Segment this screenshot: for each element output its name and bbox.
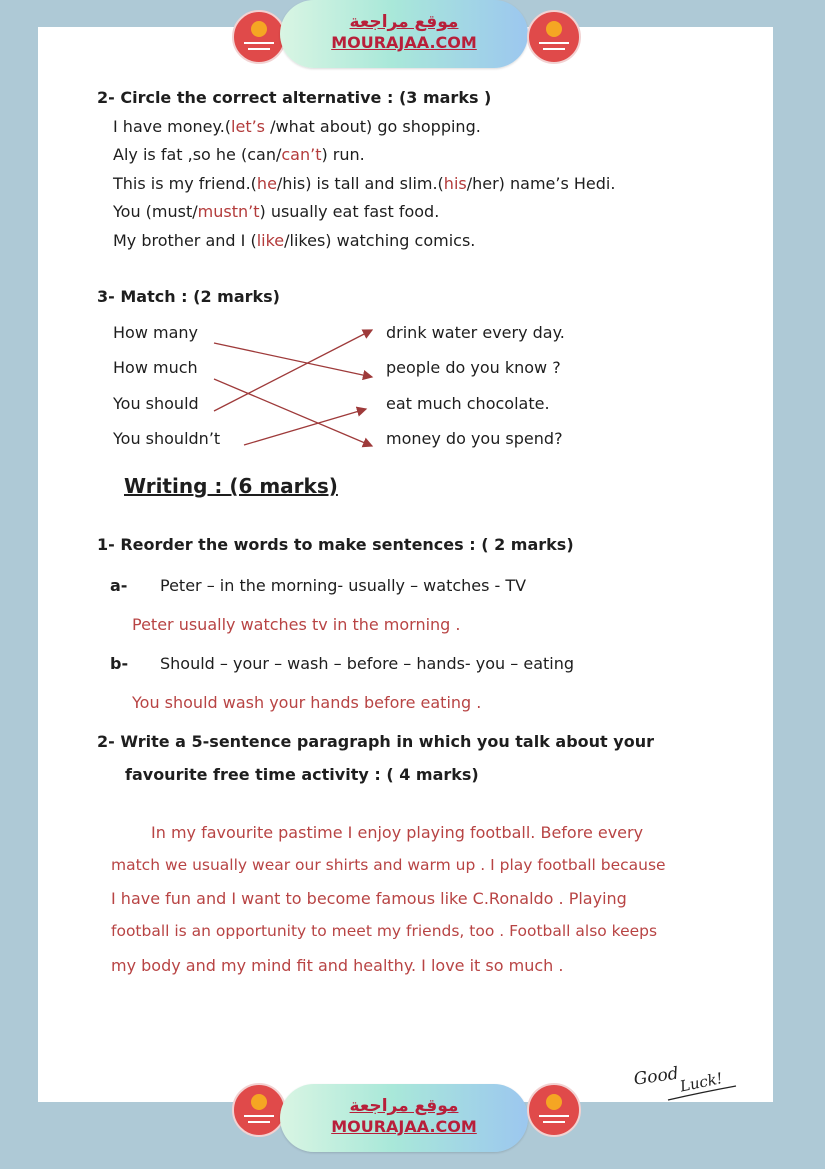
site-name-english: MOURAJAA.COM [331, 33, 477, 52]
logo-seal-bottom-right [527, 1083, 581, 1137]
match-left-4: You shouldn’t [113, 429, 221, 448]
sentence-text: ) usually eat fast food. [259, 202, 440, 221]
svg-text:Good: Good [632, 1063, 680, 1090]
match-right-4: money do you spend? [386, 429, 563, 448]
reorder-title: 1- Reorder the words to make sentences : ( 2 marks) [97, 535, 574, 554]
match-right-1: drink water every day. [386, 323, 565, 342]
arrow-how-many [214, 343, 372, 377]
arrow-you-should [214, 330, 372, 411]
sentence-text: /his) is tall and slim.( [276, 174, 444, 193]
sentence-text: I have money.( [113, 117, 232, 136]
match-right-2: people do you know ? [386, 358, 561, 377]
item-b-answer: You should wash your hands before eating . [132, 693, 482, 712]
chosen-answer: he [256, 174, 277, 193]
chosen-answer: let’s [231, 117, 266, 136]
site-banner-bottom[interactable] [280, 1084, 528, 1152]
svg-text:Luck!: Luck! [678, 1068, 725, 1096]
sentence-text: /her) name’s Hedi. [466, 174, 616, 193]
site-name-english-bottom: MOURAJAA.COM [331, 1117, 477, 1136]
section-circle-title: 2- Circle the correct alternative : (3 marks ) [97, 88, 492, 107]
item-a-words: Peter – in the morning- usually – watches - TV [160, 576, 527, 595]
item-a-label: a- [110, 576, 128, 595]
sentence-text: This is my friend.( [113, 174, 257, 193]
sentence-text: You (must/ [113, 202, 198, 221]
sentence-text: ) run. [321, 145, 365, 164]
paragraph-line-3: I have fun and I want to become famous like C.Ronaldo . Playing [111, 889, 627, 908]
logo-seal-bottom-left [232, 1083, 286, 1137]
writing-heading: Writing : (6 marks) [124, 474, 338, 498]
sentence-text: /likes) watching comics. [284, 231, 476, 250]
chosen-answer: like [256, 231, 285, 250]
good-luck-signature [628, 1048, 744, 1104]
match-left-3: You should [113, 394, 199, 413]
sentence-text: My brother and I ( [113, 231, 257, 250]
paragraph-title-line2: favourite free time activity : ( 4 marks) [125, 765, 479, 784]
arrow-you-shouldnt [244, 409, 366, 445]
match-right-3: eat much chocolate. [386, 394, 550, 413]
chosen-answer: his [443, 174, 467, 193]
chosen-answer: can’t [281, 145, 322, 164]
sentence-text: Aly is fat ,so he (can/ [113, 145, 282, 164]
paragraph-title-line1: 2- Write a 5-sentence paragraph in which you talk about your [97, 732, 654, 751]
chosen-answer: mustn’t [197, 202, 260, 221]
sentence-text: /what about) go shopping. [265, 117, 481, 136]
paragraph-line-1: In my favourite pastime I enjoy playing football. Before every [151, 823, 644, 842]
site-name-arabic-bottom: موقع مراجعة [349, 1096, 459, 1116]
section-match-title: 3- Match : (2 marks) [97, 287, 280, 306]
paragraph-line-2: match we usually wear our shirts and warm up . I play football because [111, 856, 666, 874]
site-name-arabic: موقع مراجعة [349, 12, 459, 32]
arrow-how-much [214, 379, 372, 446]
item-a-answer: Peter usually watches tv in the morning . [132, 615, 461, 634]
match-left-2: How much [113, 358, 198, 377]
paragraph-line-5: my body and my mind fit and healthy. I love it so much . [111, 956, 564, 975]
item-b-label: b- [110, 654, 129, 673]
item-b-words: Should – your – wash – before – hands- you – eating [160, 654, 575, 673]
match-left-1: How many [113, 323, 198, 342]
paragraph-line-4: football is an opportunity to meet my friends, too . Football also keeps [111, 922, 658, 940]
